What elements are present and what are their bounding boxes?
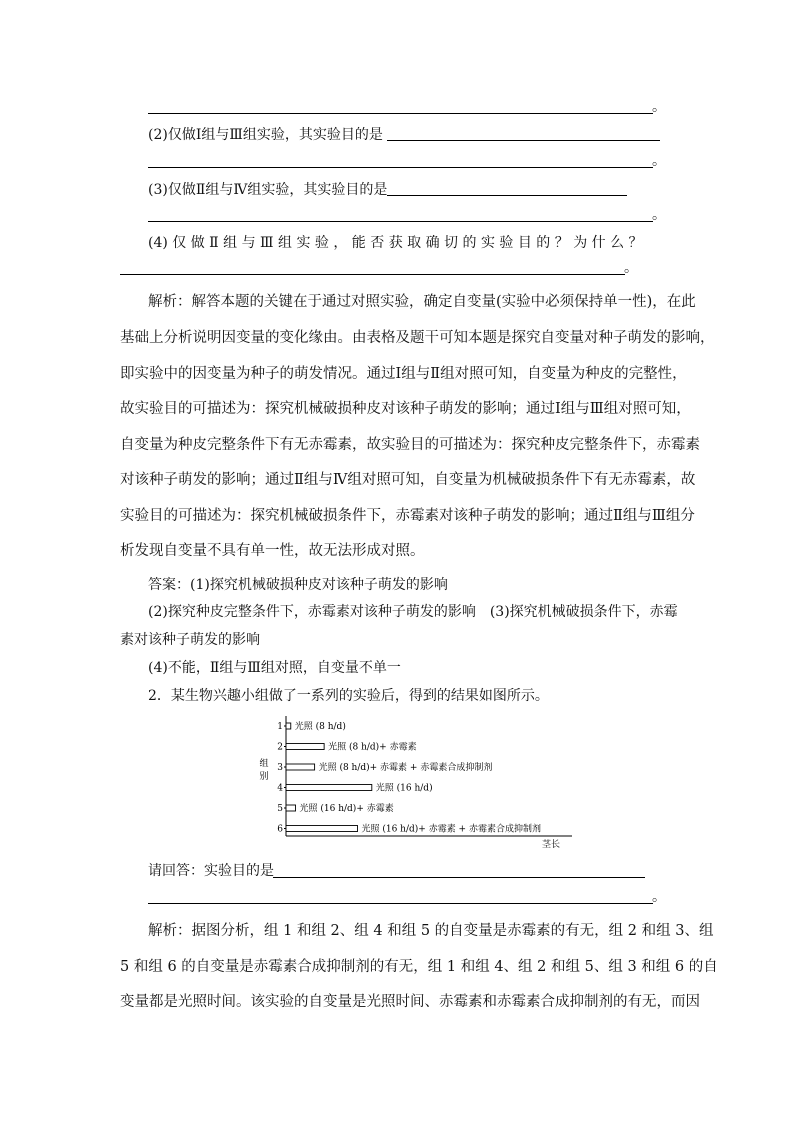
bar-label: 光照 (8 h/d)+ 赤霉素 + 赤霉素合成抑制剂 (318, 763, 493, 773)
stem-length-bar-chart (250, 712, 590, 852)
answer-blank-line (387, 140, 660, 141)
answer-blank-line (387, 195, 627, 196)
period: 。 (624, 260, 638, 276)
bar-label: 光照 (16 h/d)+ 赤霉素 + 赤霉素合成抑制剂 (361, 824, 541, 835)
analysis-1-line: 基础上分析说明因变量的变化缘由。由表格及题干可知本题是探究自变量对种子萌发的影响， (120, 330, 715, 346)
question-2-intro: 2．某生物兴趣小组做了一系列的实验后，得到的结果如图所示。 (148, 688, 549, 704)
bar-label: 光照 (16 h/d)+ 赤霉素 (299, 804, 394, 814)
analysis-2-line: 解析：据图分析，组 1 和组 2、组 4 和组 5 的自变量是赤霉素的有无，组 2 和组 3、组 (148, 923, 714, 939)
answer-blank-line (148, 113, 653, 114)
bar (286, 764, 315, 770)
tick-label: 4 (277, 783, 283, 794)
period: 。 (652, 153, 666, 169)
bar (286, 744, 324, 750)
tick-label: 6 (277, 824, 283, 835)
answer-1-line: (2)探究种皮完整条件下，赤霉素对该种子萌发的影响 (3)探究机械破损条件下，赤霉 (148, 604, 678, 620)
bar-label: 光照 (8 h/d) (294, 722, 346, 732)
answer-blank-line (120, 274, 625, 275)
tick-label: 5 (277, 804, 283, 814)
question-2-text: (2)仅做Ⅰ组与Ⅲ组实验，其实验目的是 (148, 127, 383, 143)
analysis-1-line: 对该种子萌发的影响；通过Ⅱ组与Ⅳ组对照可知，自变量为机械破损条件下有无赤霉素，故 (120, 472, 696, 488)
question-3-text: (3)仅做Ⅱ组与Ⅳ组实验，其实验目的是 (148, 182, 388, 198)
tick-label: 3 (277, 763, 283, 773)
answer-blank-line (148, 221, 653, 222)
question-2-prompt: 请回答：实验目的是 (148, 863, 274, 879)
analysis-1-line: 析发现自变量不具有单一性，故无法形成对照。 (120, 543, 425, 559)
period: 。 (652, 889, 666, 905)
analysis-2-line: 5 和组 6 的自变量是赤霉素合成抑制剂的有无，组 1 和组 4、组 2 和组 5、组 3 和组 6 的自 (120, 959, 718, 975)
analysis-1-line: 故实验目的可描述为：探究机械破损种皮对该种子萌发的影响；通过Ⅰ组与Ⅲ组对照可知， (120, 401, 691, 417)
bar-label: 光照 (8 h/d)+ 赤霉素 (328, 742, 417, 753)
y-axis-label: 组 (259, 759, 269, 769)
x-axis-label: 茎长 (541, 840, 560, 850)
bar (286, 826, 358, 832)
answer-1-line: (4)不能，Ⅱ组与Ⅲ组对照，自变量不单一 (148, 660, 401, 676)
analysis-2-line: 变量都是光照时间。该实验的自变量是光照时间、赤霉素和赤霉素合成抑制剂的有无，而因 (120, 994, 700, 1010)
bar-label: 光照 (16 h/d) (375, 783, 433, 794)
answer-blank-line (148, 903, 653, 904)
analysis-1-line: 自变量为种皮完整条件下有无赤霉素，故实验目的可描述为：探究种皮完整条件下，赤霉素 (120, 437, 700, 453)
answer-1-line: 答案：(1)探究机械破损种皮对该种子萌发的影响 (148, 577, 448, 593)
answer-1-line: 素对该种子萌发的影响 (120, 632, 260, 648)
tick-label: 2 (277, 742, 283, 753)
analysis-1-line: 解析：解答本题的关键在于通过对照实验，确定自变量(实验中必须保持单一性)，在此 (148, 294, 696, 310)
period: 。 (652, 99, 666, 115)
answer-blank-line (273, 877, 645, 878)
analysis-1-line: 即实验中的因变量为种子的萌发情况。通过Ⅰ组与Ⅱ组对照可知，自变量为种皮的完整性， (120, 366, 687, 382)
bar (286, 785, 372, 791)
period: 。 (652, 207, 666, 223)
question-4-text: (4) 仅 做 Ⅱ 组 与 Ⅲ 组 实 验 ， 能 否 获 取 确 切 的 实 验 目 的 ？ 为 什 么 ？ (148, 235, 643, 251)
y-axis-label: 别 (259, 772, 269, 782)
tick-label: 1 (277, 722, 283, 732)
analysis-1-line: 实验目的可描述为：探究机械破损条件下，赤霉素对该种子萌发的影响；通过Ⅱ组与Ⅲ组分 (120, 508, 695, 524)
bar (286, 723, 291, 729)
answer-blank-line (148, 167, 653, 168)
bar (286, 805, 296, 811)
